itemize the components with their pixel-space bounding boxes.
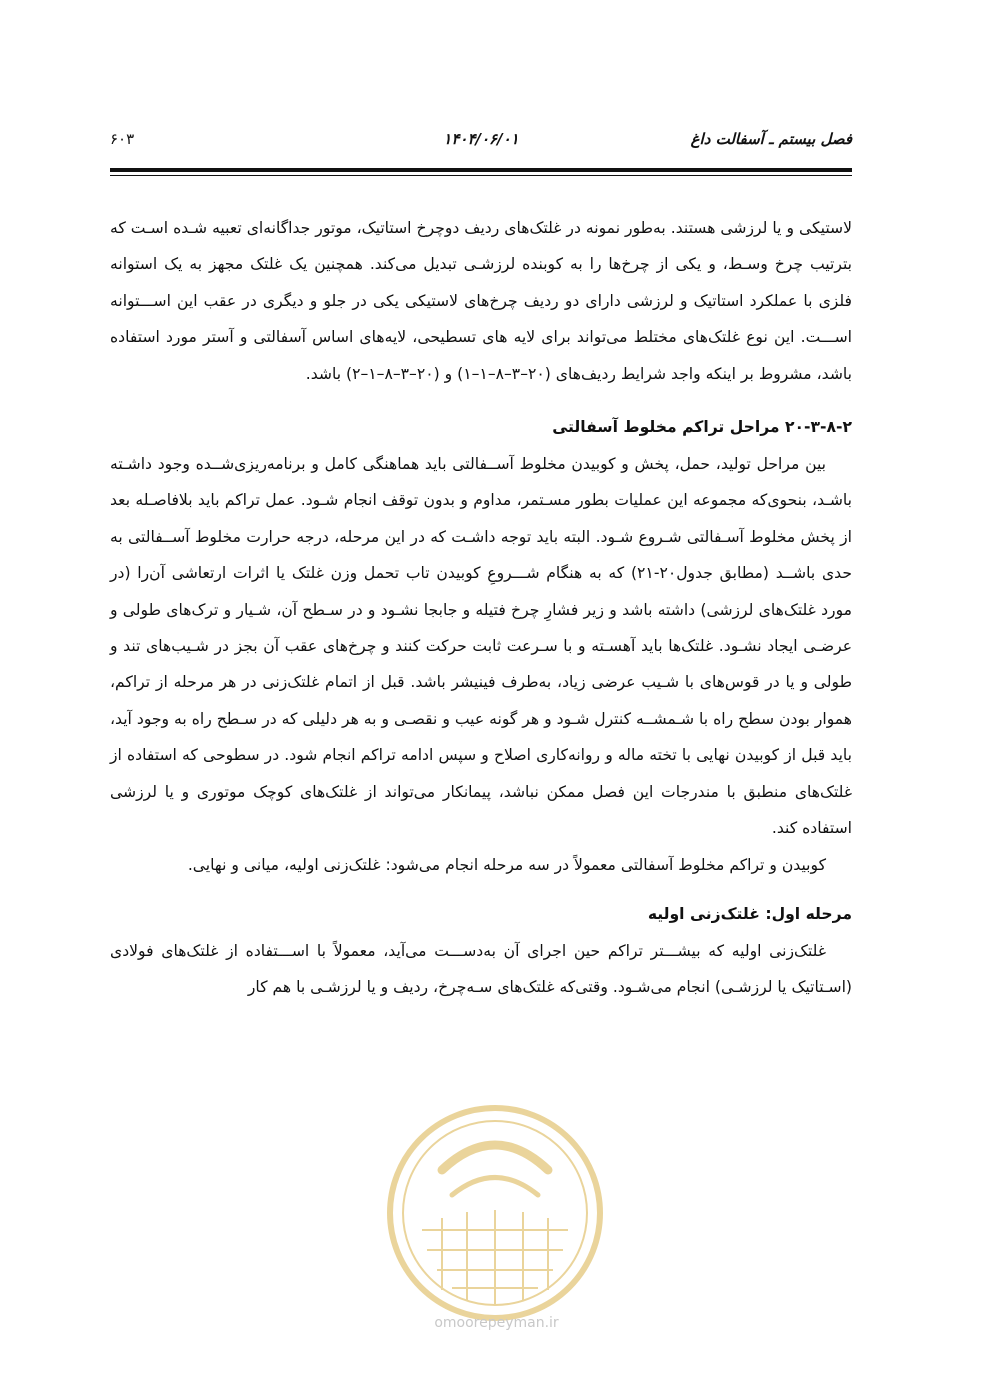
header-date: ۱۴۰۴/۰۶/۰۱	[443, 130, 519, 148]
subsection-heading: مرحله اول: غلتک‌زنی اولیه	[647, 904, 852, 923]
header-rule-thin	[110, 175, 852, 176]
page-body	[110, 210, 852, 1006]
paragraph-1: لاستیکی و یا لرزشی هستند. به‌طور نمونه در غلتک‌های ردیف دوچرخ استاتیک، موتور جداگانه‌ای تعبیه شـده اسـت که بترتیب چرخ وسـط، و یکی از چرخ‌ها را به کوبنده لرزشـی تبدیل می‌کند. همچنین یک غلتک مجهز به یک استوانه فلزی با عملکرد استاتیک و لرزشی دارای دو ردیف چرخ‌های لاستیکی یکی در جلو و دیگری در عقب این اســـتوانه اســـت. این نوع غلتک‌های مختلط می‌تواند برای لایه های تسطیحی، لایه‌های اساس آسفالتی و آستر مورد استفاده باشد، مشروط بر اینکه واجد شرایط ردیف‌های (۲۰–۳–۸–۱–۱) و (۲۰–۳–۸–۱–۲) باشد.	[110, 219, 852, 383]
page-number: ۶۰۳	[110, 130, 135, 148]
paragraph-4: غلتک‌زنی اولیه که بیشـــتر تراکم حین اجرای آن به‌دســـت می‌آید، معمولاً با اســـتفاده از غلتک‌های فولادی (اسـتاتیک یا لرزشـی) انجام می‌شـود. وقتی‌که غلتک‌های سـه‌چرخ، ردیف و یا لرزشـی با هم کار	[110, 941, 852, 997]
paragraph-2: بین مراحل تولید، حمل، پخش و کوبیدن مخلوط آســفالتی باید هماهنگی کامل و برنامه‌ریزی‌شــده وجود داشـته باشـد، بنحوی‌که مجموعه این عملیات بطور مسـتمر، مداوم و بدون توقف انجام شـود. عمل تراکم باید بلافاصـله بعد از پخش مخلوط آسـفالتی شـروع شـود. البته باید توجه داشـت که در این مرحله، درجه حرارت مخلوط آســفالتی به حدی باشــد (مطابق جدول۲۰-۲۱) که به هنگام شـــروعِ کوبیدن تاب تحمل وزن غلتک یا اثرات ارتعاشی آن‌را (در مورد غلتک‌های لرزشی) داشته باشد و زیر فشارِ چرخ فتیله و جابجا نشـود و در سـطح آن، شـیار و ترک‌های طولی و عرضـی ایجاد نشـود. غلتک‌ها باید آهسـته و با سـرعت ثابت حرکت کنند و چرخ‌های عقب آن بجز در شـیب‌های تند و طولی و یا در قوس‌های با شـیب عرضی زیاد، به‌طرف فینیشر باشد. قبل از اتمام غلتک‌زنی در هر مرحله از تراکم، هموار بودن سطح راه با شـمشــه کنترل شـود و هر گونه عیب و نقصـی و به هر دلیلی که در سـطح راه به وجود آید، باید قبل از کوبیدن نهایی با تخته ماله و روانه‌کاری اصلاح و سپس ادامه تراکم انجام شود. در سطوحی که استفاده از غلتک‌های منطبق با مندرجات این فصل ممکن نباشد، پیمانکار می‌تواند از غلتک‌های کوچک موتوری و یا لرزشی استفاده کند.	[110, 455, 852, 838]
watermark-site: omoorepeyman.ir	[434, 1315, 559, 1331]
page-header	[110, 130, 852, 160]
paragraph-3: کوبیدن و تراکم مخلوط آسفالتی معمولاً در سه مرحله انجام می‌شود: غلتک‌زنی اولیه، میانی و نهایی.	[187, 855, 826, 874]
watermark-logo	[382, 1100, 608, 1326]
header-rule-thick	[110, 168, 852, 172]
chapter-title: فصل بیستم ـ آسفالت داغ	[690, 130, 852, 148]
section-heading: ۲۰-۳-۸-۲ مراحل تراکم مخلوط آسفالتی	[552, 418, 852, 437]
